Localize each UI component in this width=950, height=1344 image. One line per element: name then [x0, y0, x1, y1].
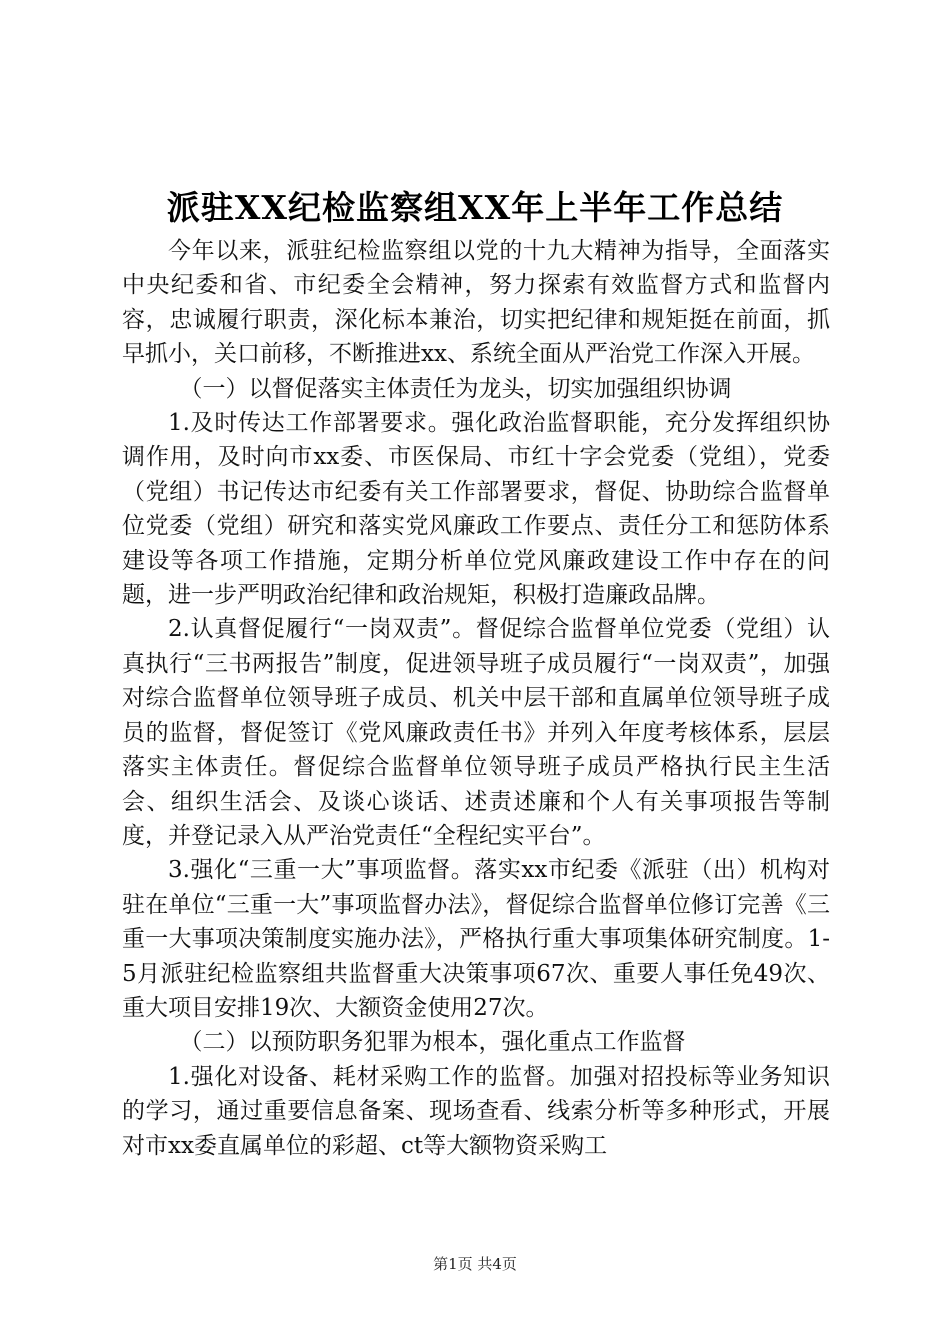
item-1-1-paragraph: 1.及时传达工作部署要求。强化政治监督职能，充分发挥组织协调作用，及时向市xx委、市医保局、市红十字会党委（党组），党委（党组）书记传达市纪委有关工作部署要求，督促、协助综合监督单位党委（党组）研究和落实党风廉政工作要点、责任分工和惩防体系建设等各项工作措施，定期分析单位党风廉政建设工作中存在的问题，进一步严明政治纪律和政治规矩，积极打造廉政品牌。 [122, 410, 830, 609]
document-title: 派驻XX纪检监察组XX年上半年工作总结 [166, 188, 784, 227]
document-body [122, 234, 830, 1163]
item-2-1-paragraph: 1.强化对设备、耗材采购工作的监督。加强对招投标等业务知识的学习，通过重要信息备案、现场查看、线索分析等多种形式，开展对市xx委直属单位的彩超、ct等大额物资采购工 [122, 1063, 830, 1159]
page-footer: 第1页 共4页 [433, 1255, 517, 1273]
section-heading-2: （二）以预防职务犯罪为根本，强化重点工作监督 [179, 1029, 686, 1056]
section-heading-1: （一）以督促落实主体责任为龙头，切实加强组织协调 [179, 375, 732, 402]
item-1-3-paragraph: 3.强化“三重一大”事项监督。落实xx市纪委《派驻（出）机构对驻在单位“三重一大”事项监督办法》，督促综合监督单位修订完善《三重一大事项决策制度实施办法》，严格执行重大事项集体研究制度。1-5月派驻纪检监察组共监督重大决策事项67次、重要人事任免49次、重大项目安排19次、大额资金使用27次。 [122, 857, 830, 1021]
item-1-2-paragraph: 2.认真督促履行“一岗双责”。督促综合监督单位党委（党组）认真执行“三书两报告”制度，促进领导班子成员履行“一岗双责”，加强对综合监督单位领导班子成员、机关中层干部和直属单位领导班子成员的监督，督促签订《党风廉政责任书》并列入年度考核体系，层层落实主体责任。督促综合监督单位领导班子成员严格执行民主生活会、组织生活会、及谈心谈话、述责述廉和个人有关事项报告等制度，并登记录入从严治党责任“全程纪实平台”。 [122, 616, 830, 849]
intro-paragraph: 今年以来，派驻纪检监察组以党的十九大精神为指导，全面落实中央纪委和省、市纪委全会精神，努力探索有效监督方式和监督内容，忠诚履行职责，深化标本兼治，切实把纪律和规矩挺在前面，抓早抓小，关口前移，不断推进xx、系统全面从严治党工作深入开展。 [122, 238, 830, 368]
